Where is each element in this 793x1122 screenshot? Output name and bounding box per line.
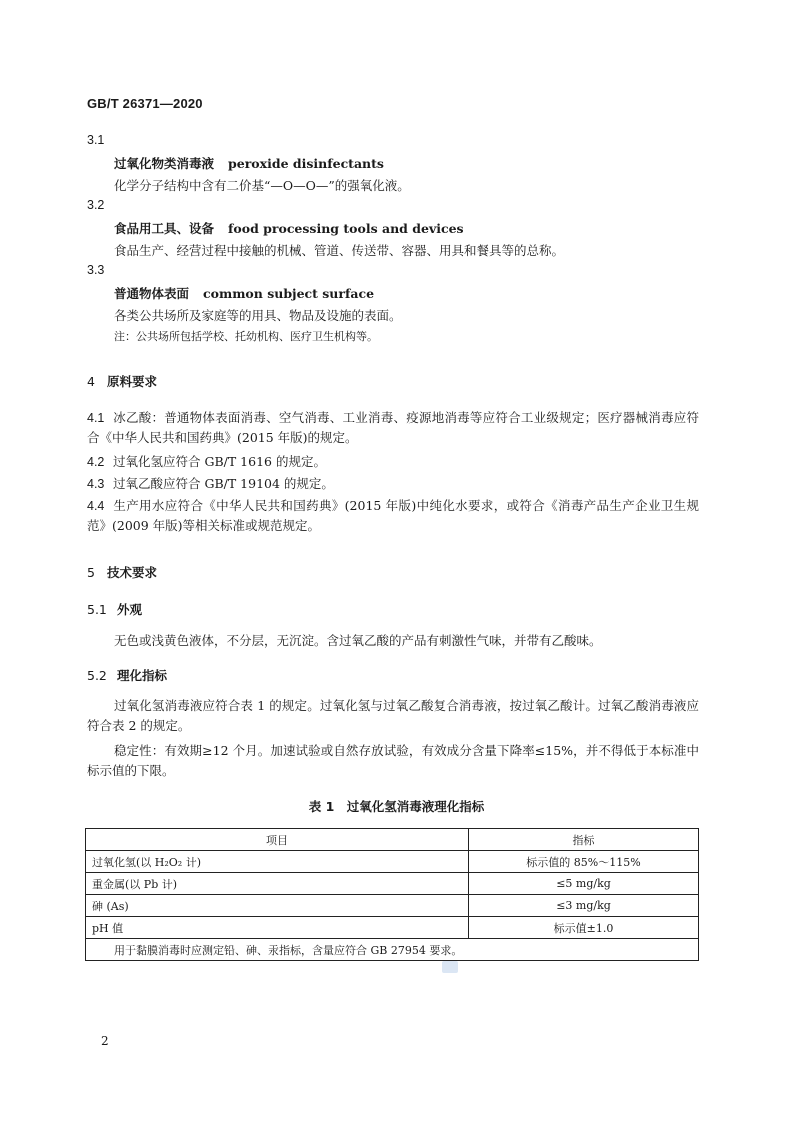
section-number: 4 xyxy=(87,374,95,389)
section-title: 技术要求 xyxy=(107,565,158,580)
table-row xyxy=(86,917,699,939)
column-header: 项目 xyxy=(86,829,469,851)
clause-text: 冰乙酸：普通物体表面消毒、空气消毒、工业消毒、疫源地消毒等应符合工业级规定；医疗器械消毒应符合《中华人民共和国药典》(2015 年版)的规定。 xyxy=(87,410,699,445)
section-heading xyxy=(87,563,157,581)
term-number: 3.2 xyxy=(87,198,105,212)
clause-4-3 xyxy=(87,474,699,494)
table-cell: 标示值±1.0 xyxy=(469,917,699,939)
term-cn: 普通物体表面 xyxy=(114,286,190,301)
column-header: 指标 xyxy=(469,829,699,851)
table-caption: 表 1 过氧化氢消毒液理化指标 xyxy=(308,799,485,814)
table-cell: 过氧化氢(以 H₂O₂ 计) xyxy=(86,851,469,873)
subsection-title: 外观 xyxy=(117,602,143,617)
clause-number: 4.3 xyxy=(87,477,105,491)
term-en: common subject surface xyxy=(203,286,375,301)
clause-4-1 xyxy=(87,408,699,448)
clause-number: 4.1 xyxy=(87,411,105,425)
subsection-number: 5.1 xyxy=(87,602,107,617)
section-heading xyxy=(87,372,157,390)
table-row xyxy=(86,895,699,917)
section-title: 原料要求 xyxy=(107,374,158,389)
table-cell: pH 值 xyxy=(86,917,469,939)
table-cell: 标示值的 85%～115% xyxy=(469,851,699,873)
term-title xyxy=(114,284,374,302)
clause-text: 生产用水应符合《中华人民共和国药典》(2015 年版)中纯化水要求，或符合《消毒产品生产企业卫生规范》(2009 年版)等相关标准或规范规定。 xyxy=(87,498,699,533)
clause-4-2 xyxy=(87,452,699,472)
clause-number: 4.4 xyxy=(87,499,105,513)
subsection-heading xyxy=(87,666,167,684)
term-definition: 化学分子结构中含有二价基“—O—O—”的强氧化液。 xyxy=(114,178,410,193)
clause-number: 4.2 xyxy=(87,455,105,469)
table-row xyxy=(86,873,699,895)
table-note-row xyxy=(86,939,699,961)
subsection-title: 理化指标 xyxy=(117,668,168,683)
page-artifact xyxy=(442,961,458,973)
term-note: 注：公共场所包括学校、托幼机构、医疗卫生机构等。 xyxy=(114,330,378,343)
table-cell: ≤5 mg/kg xyxy=(469,873,699,895)
stability-paragraph: 稳定性：有效期≥12 个月。加速试验或自然存放试验，有效成分含量下降率≤15%，并不得低于本标准中标示值的下限。 xyxy=(87,743,699,778)
term-en: food processing tools and devices xyxy=(228,221,464,236)
table-note: 用于黏膜消毒时应测定铅、砷、汞指标，含量应符合 GB 27954 要求。 xyxy=(86,939,699,961)
table-cell: ≤3 mg/kg xyxy=(469,895,699,917)
term-definition: 食品生产、经营过程中接触的机械、管道、传送带、容器、用具和餐具等的总称。 xyxy=(114,243,565,258)
table-row xyxy=(86,851,699,873)
table-cell: 砷 (As) xyxy=(86,895,469,917)
spec-table xyxy=(85,828,699,961)
term-number: 3.1 xyxy=(87,133,105,147)
term-definition: 各类公共场所及家庭等的用具、物品及设施的表面。 xyxy=(114,308,402,323)
page-number: 2 xyxy=(101,1034,109,1048)
clause-4-4 xyxy=(87,496,699,536)
subsection-heading xyxy=(87,600,142,618)
term-en: peroxide disinfectants xyxy=(228,156,384,171)
clause-text: 过氧乙酸应符合 GB/T 19104 的规定。 xyxy=(113,476,334,491)
term-title xyxy=(114,219,464,237)
document-id: GB/T 26371—2020 xyxy=(87,96,203,111)
clause-text: 过氧化氢应符合 GB/T 1616 的规定。 xyxy=(113,454,326,469)
table-cell: 重金属(以 Pb 计) xyxy=(86,873,469,895)
term-cn: 食品用工具、设备 xyxy=(114,221,215,236)
term-title xyxy=(114,154,384,172)
term-cn: 过氧化物类消毒液 xyxy=(114,156,215,171)
appearance-text: 无色或浅黄色液体，不分层，无沉淀。含过氧乙酸的产品有刺激性气味，并带有乙酸味。 xyxy=(114,633,602,648)
physchem-paragraph: 过氧化氢消毒液应符合表 1 的规定。过氧化氢与过氧乙酸复合消毒液，按过氧乙酸计。过氧乙酸消毒液应符合表 2 的规定。 xyxy=(87,698,699,733)
term-number: 3.3 xyxy=(87,263,105,277)
subsection-number: 5.2 xyxy=(87,668,107,683)
section-number: 5 xyxy=(87,565,95,580)
table-header-row xyxy=(86,829,699,851)
